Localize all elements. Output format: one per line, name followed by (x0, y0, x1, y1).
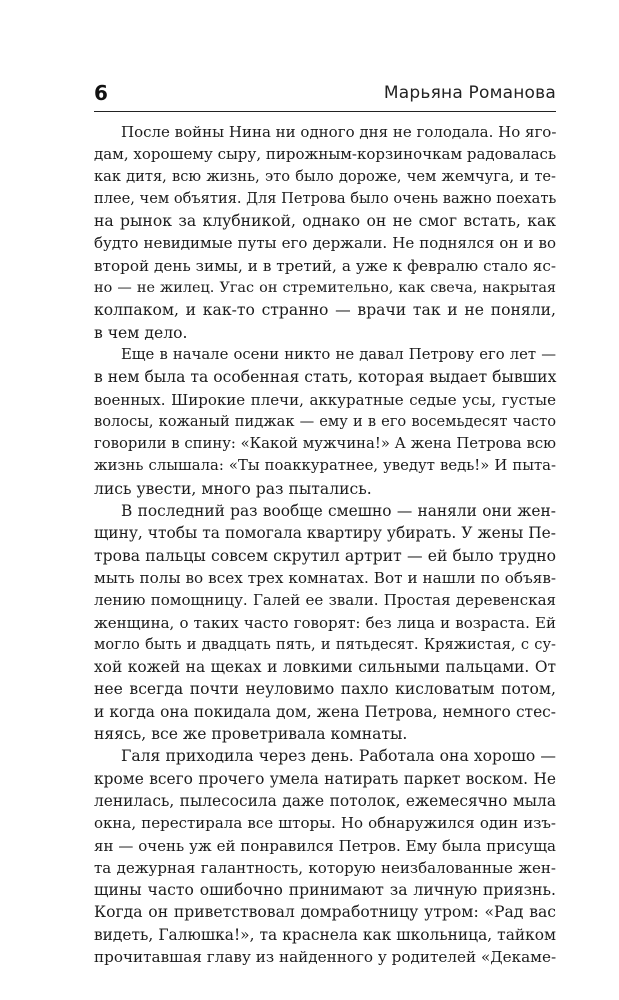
text-line: но — не жилец. Угас он стремительно, как свеча, накрытая (94, 280, 556, 297)
text-line: Галя приходила через день. Работала она хорошо — (121, 747, 556, 766)
text-line: В последний раз вообще смешно — наняли они жен- (121, 502, 556, 521)
text-line: окна, перестирала все шторы. Но обнаружился один изъ- (94, 814, 556, 833)
text-line: будто невидимые путы его держали. Не поднялся он и во (94, 234, 556, 253)
header-rule (94, 111, 556, 112)
text-line: хой кожей на щеках и ловкими сильными пальцами. От (94, 658, 556, 677)
text-line: ленилась, пылесосила даже потолок, ежемесячно мыла (94, 791, 556, 810)
text-line: в чем дело. (94, 323, 188, 342)
text-line: волосы, кожаный пиджак — ему и в его восемьдесят часто (94, 412, 556, 430)
running-head (94, 80, 556, 110)
text-line: говорили в спину: «Какой мужчина!» А жена Петрова всю (94, 435, 556, 453)
text-line: та дежурная галантность, которую неизбалованные жен- (94, 858, 556, 877)
text-line: военных. Широкие плечи, аккуратные седые усы, густые (94, 390, 556, 409)
text-line: в нем была та особенная стать, которая выдает бывших (94, 368, 557, 387)
text-line: щины часто ошибочно принимают за личную приязнь. (94, 881, 556, 900)
text-line: трова пальцы совсем скрутил артрит — ей было трудно (94, 546, 556, 565)
body-text (94, 121, 556, 968)
text-line: на рынок за клубникой, однако он не смог встать, как (94, 212, 556, 231)
text-line: жизнь слышала: «Ты поаккуратнее, уведут ведь!» И пыта- (94, 457, 556, 475)
text-line: мыть полы во всех трех комнатах. Вот и нашли по объяв- (94, 568, 556, 587)
text-line: няясь, все же проветривала комнаты. (94, 725, 408, 744)
text-line: дам, хорошему сыру, пирожным-корзиночкам радовалась (94, 145, 557, 164)
text-line: второй день зимы, и в третий, а уже к февралю стало яс- (94, 256, 556, 275)
text-line: нее всегда почти неуловимо пахло кисловатым потом, (94, 680, 556, 699)
text-line: прочитавшая главу из найденного у родителей «Декаме- (94, 947, 557, 966)
text-line: Еще в начале осени никто не давал Петрову его лет — (121, 345, 556, 363)
text-line: Когда он приветствовал домработницу утром: «Рад вас (94, 903, 556, 922)
running-title: Марьяна Романова (383, 83, 556, 103)
page-number: 6 (94, 81, 108, 105)
text-line: кроме всего прочего умела натирать паркет воском. Не (94, 769, 556, 788)
text-line: и когда она покидала дом, жена Петрова, немного стес- (94, 702, 556, 721)
text-line: ян — очень уж ей понравился Петров. Ему была присуща (94, 836, 556, 855)
text-line: лению помощницу. Галей ее звали. Простая деревенская (94, 591, 556, 610)
text-line: видеть, Галюшка!», та краснела как школьница, тайком (94, 925, 556, 944)
text-line: женщина, о таких часто говорят: без лица и возраста. Ей (94, 613, 556, 632)
text-line: плее, чем объятия. Для Петрова было очень важно поехать (94, 189, 557, 207)
text-line: После войны Нина ни одного дня не голодала. Но яго- (121, 123, 557, 141)
text-line: лись увести, много раз пытались. (94, 479, 372, 498)
text-line: могло быть и двадцать пять, и пятьдесят. Кряжистая, с су- (94, 635, 556, 653)
text-line: как дитя, всю жизнь, это было дороже, чем жемчуга, и те- (94, 167, 556, 185)
text-line: щину, чтобы та помогала квартиру убирать. У жены Пе- (94, 524, 556, 543)
text-line: колпаком, и как-то странно — врачи так и не поняли, (94, 301, 556, 320)
